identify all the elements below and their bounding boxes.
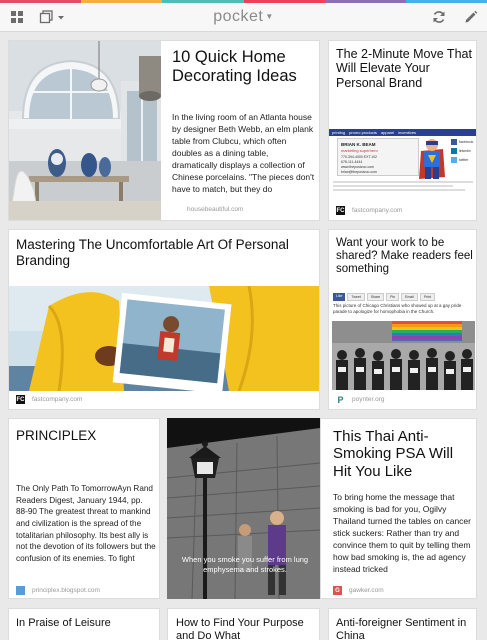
street-lamp-video-still bbox=[167, 418, 320, 599]
share-button[interactable]: Tweet bbox=[347, 293, 364, 301]
ad-social-label: twitter bbox=[459, 158, 469, 162]
article-card[interactable] bbox=[8, 418, 160, 599]
article-title[interactable]: This Thai Anti-Smoking PSA Will Hit You Like bbox=[333, 428, 454, 480]
logo-chevron-down-icon[interactable]: ▼ bbox=[265, 12, 274, 22]
superhero-figure bbox=[417, 137, 447, 181]
article-source bbox=[16, 395, 82, 404]
fastcompany-favicon: FC bbox=[336, 207, 345, 214]
article-card[interactable] bbox=[167, 608, 320, 640]
crowd-with-flags-photo bbox=[329, 290, 477, 392]
article-source bbox=[333, 586, 384, 595]
white-living-room-photo bbox=[9, 41, 161, 221]
app-toolbar bbox=[0, 3, 487, 32]
source-domain: principlex.blogspot.com bbox=[32, 587, 100, 594]
article-excerpt: In the living room of an Atlanta house by designer Beth Webb, an elm plank table from Clubcu, which often doubles as a dining table, dramatically displays a collection of Chinese porcelains. "The pieces don't have to match, but they do bbox=[172, 112, 315, 195]
share-button[interactable]: Pin bbox=[386, 293, 399, 301]
article-source bbox=[336, 395, 385, 404]
ad-name: BRIAN K. BEAM bbox=[341, 142, 376, 147]
ad-role: marketing superhero bbox=[341, 148, 378, 153]
article-title[interactable]: Mastering The Uncomfortable Art Of Personal Branding bbox=[16, 237, 289, 268]
twitter-icon bbox=[451, 157, 473, 163]
poynter-favicon: P bbox=[337, 394, 344, 405]
facebook-icon bbox=[451, 139, 473, 145]
ad-nav-item: apparel bbox=[380, 130, 395, 135]
article-title[interactable]: In Praise of Leisure bbox=[16, 617, 111, 629]
source-domain: gawker.com bbox=[349, 587, 384, 594]
article-title[interactable]: Anti-foreigner Sentiment in China bbox=[336, 617, 467, 640]
article-card[interactable] bbox=[328, 608, 477, 640]
article-source bbox=[172, 206, 243, 213]
refresh-icon[interactable] bbox=[431, 9, 447, 25]
ad-nav-item: incentives bbox=[398, 130, 417, 135]
article-card[interactable] bbox=[8, 40, 320, 221]
article-source bbox=[336, 206, 402, 215]
source-domain: fastcompany.com bbox=[352, 207, 403, 214]
article-card[interactable] bbox=[328, 40, 477, 221]
article-excerpt: To bring home the message that smoking is bad for you, Ogilvy Thailand turned the tables on cancer stick suckers: Rather than try and convince them to quit by telling them how bad smoking is, the ad agency instead tricked bbox=[333, 492, 471, 575]
source-domain: housebeautiful.com bbox=[187, 206, 244, 213]
article-card[interactable] bbox=[167, 418, 320, 599]
ad-line: www.thepostzoo.com bbox=[341, 165, 375, 169]
article-card[interactable] bbox=[320, 418, 477, 599]
article-title[interactable]: Want your work to be shared? Make readers feel something bbox=[336, 237, 473, 276]
superhero-business-card-ad bbox=[329, 129, 477, 195]
ad-nav-item: printing bbox=[332, 130, 346, 135]
source-domain: poynter.org bbox=[352, 396, 385, 403]
gawker-favicon: G bbox=[333, 586, 342, 595]
ad-line: brian@thepostzoo.com bbox=[341, 170, 378, 174]
article-source bbox=[16, 586, 100, 595]
linkedin-icon bbox=[451, 148, 473, 154]
article-card[interactable] bbox=[8, 229, 320, 410]
app-logo bbox=[0, 8, 487, 26]
share-button[interactable]: Share bbox=[367, 293, 384, 301]
article-card[interactable] bbox=[8, 608, 160, 640]
source-domain: fastcompany.com bbox=[32, 396, 83, 403]
logo-text[interactable]: pocket bbox=[213, 8, 264, 25]
ad-social-label: facebook bbox=[459, 140, 474, 144]
photo-caption: This picture of Chicago Christians who showed up at a gay pride parade to apologize for homophobia in the Church. bbox=[333, 303, 462, 314]
grid-view-icon[interactable] bbox=[10, 9, 24, 25]
article-title[interactable]: PRINCIPLEX bbox=[16, 428, 97, 443]
share-buttons bbox=[333, 293, 435, 301]
article-title[interactable]: How to Find Your Purpose and Do What bbox=[176, 617, 304, 640]
blogger-favicon bbox=[16, 586, 25, 595]
hands-holding-photo bbox=[9, 286, 320, 391]
share-button[interactable]: Email bbox=[401, 293, 418, 301]
video-subtitle: When you smoke you suffer from lung emphysema and strokes. bbox=[181, 555, 309, 574]
share-button[interactable]: Print bbox=[420, 293, 435, 301]
list-filter-icon[interactable] bbox=[38, 9, 66, 25]
ad-line: 678-111-4444 bbox=[341, 160, 363, 164]
ad-line: 770-394-4000 EXT.102 bbox=[341, 155, 377, 159]
ad-nav-item: promo products bbox=[349, 130, 377, 135]
ad-social-label: linkedin bbox=[459, 149, 471, 153]
edit-pencil-icon[interactable] bbox=[463, 9, 479, 25]
article-excerpt: The Only Path To TomorrowAyn Rand Readers Digest, January 1944, pp. 88-90 The greatest threat to mankind and civilization is the spread of the totalitarian philosophy. Its best ally is not the devotion of its followers but the confusion of its enemies. To fight bbox=[16, 484, 156, 563]
article-title[interactable]: 10 Quick Home Decorating Ideas bbox=[172, 48, 297, 85]
fastcompany-favicon: FC bbox=[16, 396, 25, 403]
article-title[interactable]: The 2-Minute Move That Will Elevate Your Personal Brand bbox=[336, 47, 472, 90]
share-button[interactable]: Like bbox=[333, 293, 345, 301]
article-card[interactable] bbox=[328, 229, 477, 410]
